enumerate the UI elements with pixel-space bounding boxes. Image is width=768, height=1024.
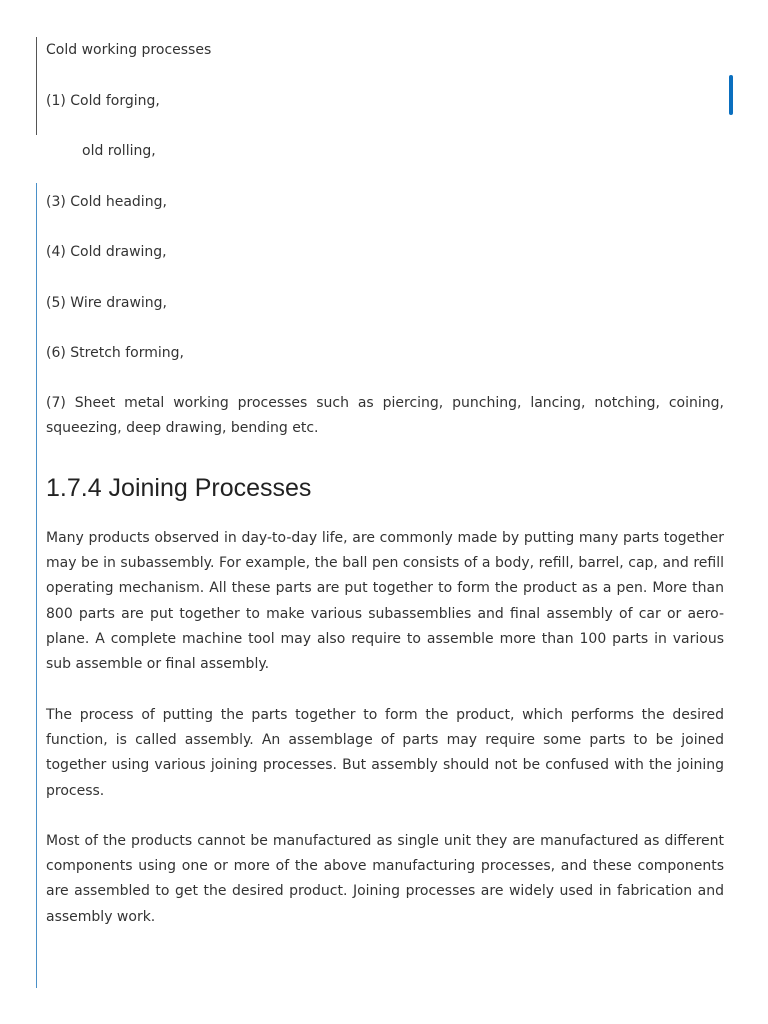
- margin-line-main: [36, 183, 37, 988]
- list-item: (4) Cold drawing,: [46, 244, 167, 260]
- list-item: (1) Cold forging,: [46, 92, 160, 109]
- paragraph: Most of the products cannot be manufactured as single unit they are manufactured as different components using one or more of the above manufacturing processes, and these components are assembled to get the desired product. Joining processes are widely used in fabrication and assembly work.: [46, 833, 724, 925]
- paragraph: The process of putting the parts together to form the product, which performs the desired function, is called assembly. An assemblage of parts may require some parts to be joined together using various joining processes. But assembly should not be confused with the joining process.: [46, 707, 724, 799]
- paragraph-1: [46, 526, 724, 677]
- list-item: (3) Cold heading,: [46, 193, 167, 210]
- list-item: old rolling,: [82, 143, 156, 159]
- list-item: (5) Wire drawing,: [46, 294, 167, 311]
- section-heading: 1.7.4 Joining Processes: [46, 474, 312, 502]
- list-item: (6) Stretch forming,: [46, 345, 184, 361]
- list-item: Cold working processes: [46, 42, 212, 58]
- list-item: (7) Sheet metal working processes such as piercing, punching, lancing, notching, coining, squeezing, deep drawing, bending etc.: [46, 395, 724, 437]
- paragraph-2: [46, 703, 724, 804]
- scroll-indicator[interactable]: [729, 75, 733, 115]
- process-list: [46, 38, 724, 392]
- paragraph: Many products observed in day-to-day life, are commonly made by putting many parts together may be in subassembly. For example, the ball pen consists of a body, refill, barrel, cap, and refill operating mechanism. All these parts are put together to form the product as a pen. More than 800 parts are put together to make various subassemblies and final assembly of car or aero-plane. A complete machine tool may also require to assemble more than 100 parts in various sub assemble or final assembly.: [46, 530, 724, 673]
- paragraph-3: [46, 829, 724, 930]
- list-item-7: [46, 391, 724, 441]
- margin-line-top: [36, 37, 37, 135]
